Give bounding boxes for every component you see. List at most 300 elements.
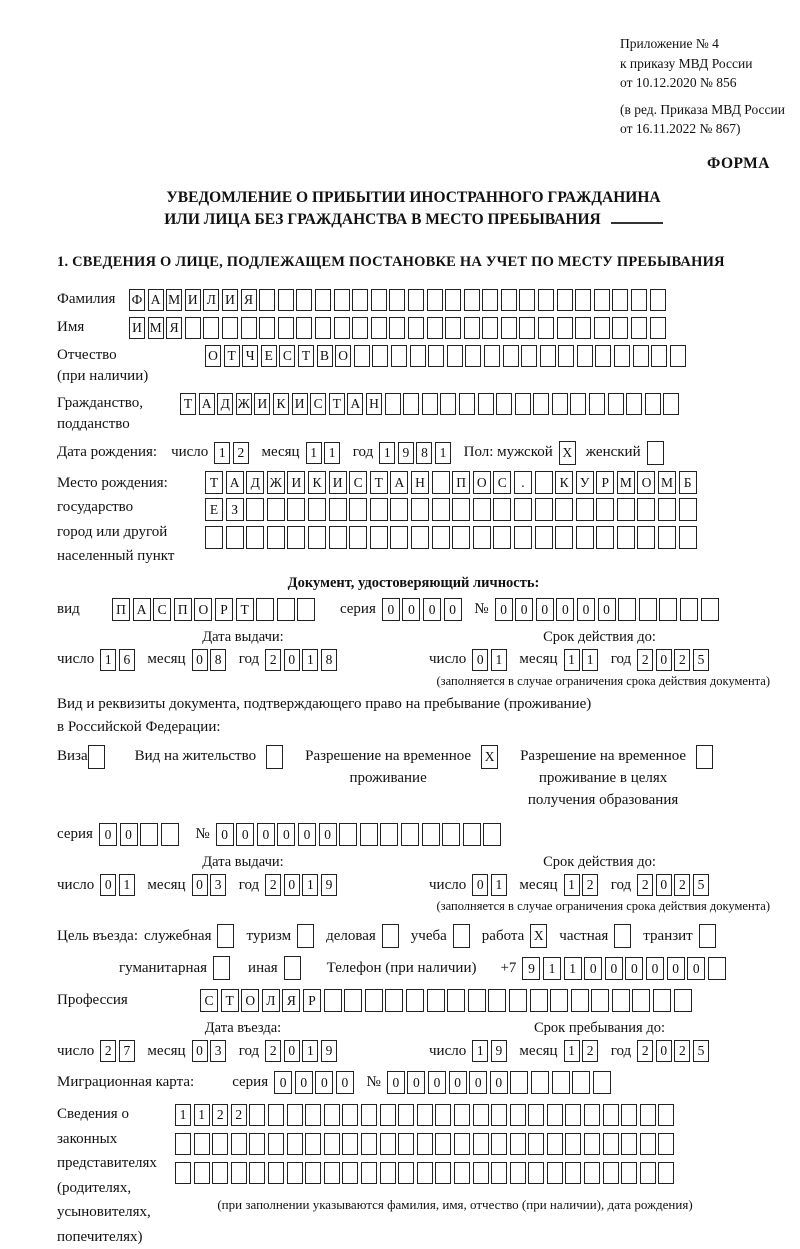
form-cell[interactable]: Д xyxy=(246,471,264,494)
form-cell[interactable] xyxy=(442,823,460,846)
form-cell[interactable] xyxy=(558,345,574,367)
form-cell[interactable] xyxy=(528,1133,544,1155)
form-cell[interactable]: 2 xyxy=(637,649,653,671)
form-cell[interactable]: Т xyxy=(236,598,254,621)
form-cell[interactable] xyxy=(361,1133,377,1155)
form-cell[interactable] xyxy=(617,498,635,521)
form-cell[interactable] xyxy=(538,317,554,339)
form-cell[interactable] xyxy=(640,1162,656,1184)
form-cell[interactable] xyxy=(212,1162,228,1184)
form-cell[interactable] xyxy=(651,345,667,367)
form-cell[interactable]: 2 xyxy=(582,874,598,896)
form-cell[interactable] xyxy=(432,526,450,549)
form-cell[interactable]: 0 xyxy=(120,823,138,846)
form-cell[interactable]: 9 xyxy=(398,442,414,464)
form-cell[interactable]: 0 xyxy=(469,1071,487,1094)
form-cell[interactable] xyxy=(614,345,630,367)
form-cell[interactable] xyxy=(427,317,443,339)
form-cell[interactable]: 9 xyxy=(321,874,337,896)
form-cell[interactable] xyxy=(584,1133,600,1155)
form-cell[interactable] xyxy=(658,1162,674,1184)
form-cell[interactable] xyxy=(679,498,697,521)
form-cell[interactable]: Ф xyxy=(129,289,145,311)
form-cell[interactable]: 1 xyxy=(100,649,116,671)
form-cell[interactable] xyxy=(510,1104,526,1126)
form-cell[interactable] xyxy=(161,823,179,846)
form-cell[interactable] xyxy=(621,1104,637,1126)
form-cell[interactable] xyxy=(621,1133,637,1155)
form-cell[interactable]: 0 xyxy=(472,874,488,896)
form-cell[interactable]: 3 xyxy=(210,874,226,896)
form-cell[interactable] xyxy=(465,345,481,367)
form-cell[interactable] xyxy=(445,289,461,311)
form-cell[interactable] xyxy=(259,289,275,311)
form-cell[interactable]: 2 xyxy=(674,874,690,896)
form-cell[interactable] xyxy=(277,598,295,621)
form-cell[interactable]: 8 xyxy=(210,649,226,671)
form-cell[interactable]: Е xyxy=(261,345,277,367)
form-cell[interactable] xyxy=(501,317,517,339)
form-cell[interactable]: 1 xyxy=(119,874,135,896)
form-cell[interactable] xyxy=(528,1104,544,1126)
form-cell[interactable] xyxy=(266,745,283,769)
form-cell[interactable] xyxy=(663,393,679,415)
form-cell[interactable] xyxy=(401,823,419,846)
form-cell[interactable] xyxy=(408,317,424,339)
form-cell[interactable] xyxy=(287,1133,303,1155)
form-cell[interactable] xyxy=(478,393,494,415)
form-cell[interactable]: 5 xyxy=(693,649,709,671)
form-cell[interactable] xyxy=(361,1104,377,1126)
form-cell[interactable]: И xyxy=(329,471,347,494)
form-cell[interactable]: 0 xyxy=(495,598,513,621)
form-cell[interactable] xyxy=(612,289,628,311)
form-cell[interactable]: П xyxy=(112,598,130,621)
form-cell[interactable] xyxy=(618,598,636,621)
form-cell[interactable]: Т xyxy=(205,471,223,494)
form-cell[interactable] xyxy=(241,317,257,339)
form-cell[interactable]: Л xyxy=(203,289,219,311)
form-cell[interactable] xyxy=(297,924,314,948)
form-cell[interactable] xyxy=(699,924,716,948)
form-cell[interactable]: 0 xyxy=(490,1071,508,1094)
form-cell[interactable] xyxy=(491,1133,507,1155)
form-cell[interactable]: 6 xyxy=(119,649,135,671)
form-cell[interactable] xyxy=(308,526,326,549)
form-cell[interactable] xyxy=(398,1162,414,1184)
form-cell[interactable] xyxy=(406,989,424,1012)
form-cell[interactable]: Д xyxy=(217,393,233,415)
form-cell[interactable] xyxy=(422,393,438,415)
form-cell[interactable]: 1 xyxy=(564,649,580,671)
form-cell[interactable]: Р xyxy=(596,471,614,494)
form-cell[interactable]: 0 xyxy=(336,1071,354,1094)
form-cell[interactable] xyxy=(596,498,614,521)
form-cell[interactable] xyxy=(637,498,655,521)
form-cell[interactable] xyxy=(339,823,357,846)
form-cell[interactable]: 1 xyxy=(472,1040,488,1062)
form-cell[interactable] xyxy=(640,1104,656,1126)
form-cell[interactable]: Я xyxy=(166,317,182,339)
form-cell[interactable] xyxy=(329,498,347,521)
form-cell[interactable] xyxy=(496,393,512,415)
form-cell[interactable]: О xyxy=(637,471,655,494)
form-cell[interactable] xyxy=(521,345,537,367)
form-cell[interactable] xyxy=(603,1104,619,1126)
form-cell[interactable]: 8 xyxy=(416,442,432,464)
form-cell[interactable] xyxy=(365,989,383,1012)
form-cell[interactable]: О xyxy=(241,989,259,1012)
form-cell[interactable] xyxy=(514,526,532,549)
form-cell[interactable] xyxy=(591,989,609,1012)
form-cell[interactable] xyxy=(315,317,331,339)
form-cell[interactable]: 0 xyxy=(577,598,595,621)
form-cell[interactable] xyxy=(570,393,586,415)
form-cell[interactable]: 0 xyxy=(315,1071,333,1094)
form-cell[interactable] xyxy=(417,1104,433,1126)
form-cell[interactable]: 1 xyxy=(582,649,598,671)
form-cell[interactable] xyxy=(708,957,726,980)
form-cell[interactable] xyxy=(473,1104,489,1126)
form-cell[interactable] xyxy=(278,289,294,311)
form-cell[interactable]: С xyxy=(349,471,367,494)
form-cell[interactable] xyxy=(538,289,554,311)
form-cell[interactable] xyxy=(231,1133,247,1155)
form-cell[interactable]: З xyxy=(226,498,244,521)
form-cell[interactable]: О xyxy=(194,598,212,621)
form-cell[interactable]: 0 xyxy=(319,823,337,846)
form-cell[interactable]: 0 xyxy=(99,823,117,846)
form-cell[interactable] xyxy=(679,526,697,549)
form-cell[interactable] xyxy=(342,1104,358,1126)
form-cell[interactable]: 0 xyxy=(100,874,116,896)
form-cell[interactable] xyxy=(464,289,480,311)
form-cell[interactable]: 0 xyxy=(402,598,420,621)
form-cell[interactable]: 0 xyxy=(298,823,316,846)
form-cell[interactable]: Ж xyxy=(236,393,252,415)
form-cell[interactable]: 0 xyxy=(656,874,672,896)
form-cell[interactable] xyxy=(484,345,500,367)
form-cell[interactable]: 0 xyxy=(656,1040,672,1062)
form-cell[interactable] xyxy=(372,345,388,367)
form-cell[interactable] xyxy=(547,1133,563,1155)
form-cell[interactable]: Н xyxy=(366,393,382,415)
form-cell[interactable] xyxy=(278,317,294,339)
form-cell[interactable] xyxy=(246,526,264,549)
form-cell[interactable] xyxy=(315,289,331,311)
form-cell[interactable]: 0 xyxy=(515,598,533,621)
form-cell[interactable] xyxy=(231,1162,247,1184)
form-cell[interactable]: 0 xyxy=(192,649,208,671)
form-cell[interactable]: Т xyxy=(180,393,196,415)
form-cell[interactable]: 0 xyxy=(284,874,300,896)
form-cell[interactable] xyxy=(612,317,628,339)
form-cell[interactable] xyxy=(503,345,519,367)
form-cell[interactable] xyxy=(658,498,676,521)
form-cell[interactable]: 1 xyxy=(324,442,340,464)
form-cell[interactable] xyxy=(410,345,426,367)
form-cell[interactable] xyxy=(354,345,370,367)
form-cell[interactable] xyxy=(454,1162,470,1184)
form-cell[interactable] xyxy=(385,989,403,1012)
form-cell[interactable]: И xyxy=(129,317,145,339)
form-cell[interactable]: С xyxy=(279,345,295,367)
form-cell[interactable] xyxy=(435,1162,451,1184)
form-cell[interactable] xyxy=(256,598,274,621)
form-cell[interactable] xyxy=(650,317,666,339)
form-cell[interactable] xyxy=(674,989,692,1012)
form-cell[interactable] xyxy=(398,1104,414,1126)
form-cell[interactable] xyxy=(645,393,661,415)
form-cell[interactable]: П xyxy=(174,598,192,621)
form-cell[interactable] xyxy=(632,989,650,1012)
form-cell[interactable] xyxy=(596,526,614,549)
form-cell[interactable] xyxy=(482,317,498,339)
form-cell[interactable] xyxy=(371,317,387,339)
form-cell[interactable] xyxy=(555,526,573,549)
form-cell[interactable] xyxy=(530,989,548,1012)
form-cell[interactable] xyxy=(361,1162,377,1184)
form-cell[interactable]: 2 xyxy=(637,1040,653,1062)
form-cell[interactable] xyxy=(344,989,362,1012)
form-cell[interactable] xyxy=(572,1071,590,1094)
form-cell[interactable] xyxy=(658,526,676,549)
form-cell[interactable]: 0 xyxy=(407,1071,425,1094)
form-cell[interactable] xyxy=(535,498,553,521)
form-cell[interactable] xyxy=(533,393,549,415)
form-cell[interactable]: X xyxy=(530,924,547,948)
form-cell[interactable] xyxy=(205,526,223,549)
form-cell[interactable] xyxy=(324,1162,340,1184)
form-cell[interactable]: Я xyxy=(241,289,257,311)
form-cell[interactable] xyxy=(637,526,655,549)
form-cell[interactable]: Н xyxy=(411,471,429,494)
form-cell[interactable]: 9 xyxy=(522,957,540,980)
form-cell[interactable]: 7 xyxy=(119,1040,135,1062)
form-cell[interactable] xyxy=(417,1133,433,1155)
form-cell[interactable]: 0 xyxy=(598,598,616,621)
form-cell[interactable] xyxy=(140,823,158,846)
form-cell[interactable] xyxy=(473,1133,489,1155)
form-cell[interactable]: 1 xyxy=(435,442,451,464)
form-cell[interactable] xyxy=(612,989,630,1012)
form-cell[interactable] xyxy=(428,345,444,367)
form-cell[interactable] xyxy=(445,317,461,339)
form-cell[interactable]: С xyxy=(200,989,218,1012)
form-cell[interactable]: 1 xyxy=(175,1104,191,1126)
form-cell[interactable] xyxy=(510,1162,526,1184)
form-cell[interactable] xyxy=(650,289,666,311)
form-cell[interactable]: 2 xyxy=(265,649,281,671)
form-cell[interactable] xyxy=(391,345,407,367)
form-cell[interactable]: К xyxy=(555,471,573,494)
form-cell[interactable] xyxy=(491,1104,507,1126)
form-cell[interactable] xyxy=(468,989,486,1012)
form-cell[interactable]: М xyxy=(148,317,164,339)
form-cell[interactable] xyxy=(621,1162,637,1184)
form-cell[interactable]: С xyxy=(310,393,326,415)
form-cell[interactable]: А xyxy=(133,598,151,621)
form-cell[interactable]: 5 xyxy=(693,874,709,896)
form-cell[interactable] xyxy=(349,498,367,521)
form-cell[interactable] xyxy=(268,1104,284,1126)
form-cell[interactable]: 1 xyxy=(564,874,580,896)
form-cell[interactable] xyxy=(324,1133,340,1155)
form-cell[interactable]: К xyxy=(308,471,326,494)
form-cell[interactable]: 1 xyxy=(302,874,318,896)
form-cell[interactable]: 2 xyxy=(674,649,690,671)
form-cell[interactable] xyxy=(473,1162,489,1184)
form-cell[interactable]: А xyxy=(226,471,244,494)
form-cell[interactable] xyxy=(589,393,605,415)
form-cell[interactable]: 0 xyxy=(382,598,400,621)
form-cell[interactable] xyxy=(510,1133,526,1155)
form-cell[interactable]: 0 xyxy=(284,1040,300,1062)
form-cell[interactable] xyxy=(305,1104,321,1126)
form-cell[interactable] xyxy=(493,498,511,521)
form-cell[interactable]: 0 xyxy=(444,598,462,621)
form-cell[interactable] xyxy=(203,317,219,339)
form-cell[interactable] xyxy=(575,317,591,339)
form-cell[interactable] xyxy=(473,526,491,549)
form-cell[interactable] xyxy=(701,598,719,621)
form-cell[interactable] xyxy=(653,989,671,1012)
form-cell[interactable] xyxy=(626,393,642,415)
form-cell[interactable]: Т xyxy=(298,345,314,367)
form-cell[interactable]: М xyxy=(617,471,635,494)
form-cell[interactable] xyxy=(175,1162,191,1184)
form-cell[interactable] xyxy=(670,345,686,367)
form-cell[interactable]: 1 xyxy=(491,874,507,896)
form-cell[interactable] xyxy=(454,1133,470,1155)
form-cell[interactable]: 1 xyxy=(543,957,561,980)
form-cell[interactable] xyxy=(447,345,463,367)
form-cell[interactable] xyxy=(370,526,388,549)
form-cell[interactable] xyxy=(360,823,378,846)
form-cell[interactable]: 0 xyxy=(449,1071,467,1094)
form-cell[interactable]: О xyxy=(205,345,221,367)
form-cell[interactable]: У xyxy=(576,471,594,494)
form-cell[interactable] xyxy=(380,823,398,846)
form-cell[interactable]: 1 xyxy=(564,1040,580,1062)
form-cell[interactable] xyxy=(491,1162,507,1184)
form-cell[interactable] xyxy=(88,745,105,769)
form-cell[interactable] xyxy=(696,745,713,769)
form-cell[interactable] xyxy=(296,317,312,339)
form-cell[interactable] xyxy=(509,989,527,1012)
form-cell[interactable] xyxy=(540,345,556,367)
form-cell[interactable] xyxy=(305,1133,321,1155)
form-cell[interactable] xyxy=(267,526,285,549)
form-cell[interactable] xyxy=(510,1071,528,1094)
form-cell[interactable] xyxy=(576,498,594,521)
form-cell[interactable] xyxy=(535,471,553,494)
form-cell[interactable] xyxy=(297,598,315,621)
form-cell[interactable] xyxy=(482,289,498,311)
form-cell[interactable] xyxy=(267,498,285,521)
form-cell[interactable]: 0 xyxy=(274,1071,292,1094)
form-cell[interactable]: 0 xyxy=(192,874,208,896)
form-cell[interactable]: 2 xyxy=(233,442,249,464)
form-cell[interactable]: 0 xyxy=(295,1071,313,1094)
form-cell[interactable] xyxy=(463,823,481,846)
form-cell[interactable]: В xyxy=(317,345,333,367)
form-cell[interactable]: X xyxy=(481,745,498,769)
form-cell[interactable]: Т xyxy=(329,393,345,415)
form-cell[interactable] xyxy=(249,1133,265,1155)
form-cell[interactable] xyxy=(389,317,405,339)
form-cell[interactable] xyxy=(647,441,664,465)
form-cell[interactable] xyxy=(435,1104,451,1126)
form-cell[interactable] xyxy=(631,289,647,311)
form-cell[interactable]: . xyxy=(514,471,532,494)
form-cell[interactable] xyxy=(550,989,568,1012)
form-cell[interactable] xyxy=(427,289,443,311)
form-cell[interactable] xyxy=(287,1104,303,1126)
form-cell[interactable] xyxy=(342,1133,358,1155)
form-cell[interactable] xyxy=(432,498,450,521)
form-cell[interactable]: 0 xyxy=(257,823,275,846)
form-cell[interactable] xyxy=(633,345,649,367)
form-cell[interactable]: 1 xyxy=(491,649,507,671)
form-cell[interactable] xyxy=(175,1133,191,1155)
form-cell[interactable] xyxy=(185,317,201,339)
form-cell[interactable] xyxy=(390,498,408,521)
form-cell[interactable]: Т xyxy=(370,471,388,494)
form-cell[interactable] xyxy=(614,924,631,948)
form-cell[interactable] xyxy=(584,1162,600,1184)
form-cell[interactable] xyxy=(287,498,305,521)
form-cell[interactable]: Ч xyxy=(242,345,258,367)
form-cell[interactable] xyxy=(608,393,624,415)
form-cell[interactable] xyxy=(440,393,456,415)
form-cell[interactable]: 2 xyxy=(265,874,281,896)
form-cell[interactable]: Е xyxy=(205,498,223,521)
form-cell[interactable] xyxy=(617,526,635,549)
form-cell[interactable]: 1 xyxy=(564,957,582,980)
form-cell[interactable]: 1 xyxy=(302,1040,318,1062)
form-cell[interactable]: Ж xyxy=(267,471,285,494)
form-cell[interactable] xyxy=(576,526,594,549)
form-cell[interactable]: 0 xyxy=(536,598,554,621)
form-cell[interactable] xyxy=(352,317,368,339)
form-cell[interactable]: 0 xyxy=(605,957,623,980)
form-cell[interactable] xyxy=(217,924,234,948)
form-cell[interactable]: 0 xyxy=(216,823,234,846)
form-cell[interactable] xyxy=(565,1104,581,1126)
form-cell[interactable] xyxy=(593,1071,611,1094)
form-cell[interactable]: М xyxy=(658,471,676,494)
form-cell[interactable] xyxy=(555,498,573,521)
form-cell[interactable] xyxy=(631,317,647,339)
form-cell[interactable]: 3 xyxy=(210,1040,226,1062)
form-cell[interactable]: И xyxy=(287,471,305,494)
form-cell[interactable]: 2 xyxy=(212,1104,228,1126)
form-cell[interactable]: 0 xyxy=(687,957,705,980)
form-cell[interactable] xyxy=(514,498,532,521)
form-cell[interactable] xyxy=(659,598,677,621)
form-cell[interactable] xyxy=(595,345,611,367)
form-cell[interactable] xyxy=(398,1133,414,1155)
form-cell[interactable] xyxy=(370,498,388,521)
form-cell[interactable] xyxy=(213,956,230,980)
form-cell[interactable]: 2 xyxy=(100,1040,116,1062)
form-cell[interactable]: 0 xyxy=(428,1071,446,1094)
form-cell[interactable] xyxy=(603,1162,619,1184)
form-cell[interactable]: Т xyxy=(221,989,239,1012)
form-cell[interactable]: 0 xyxy=(284,649,300,671)
form-cell[interactable] xyxy=(680,598,698,621)
